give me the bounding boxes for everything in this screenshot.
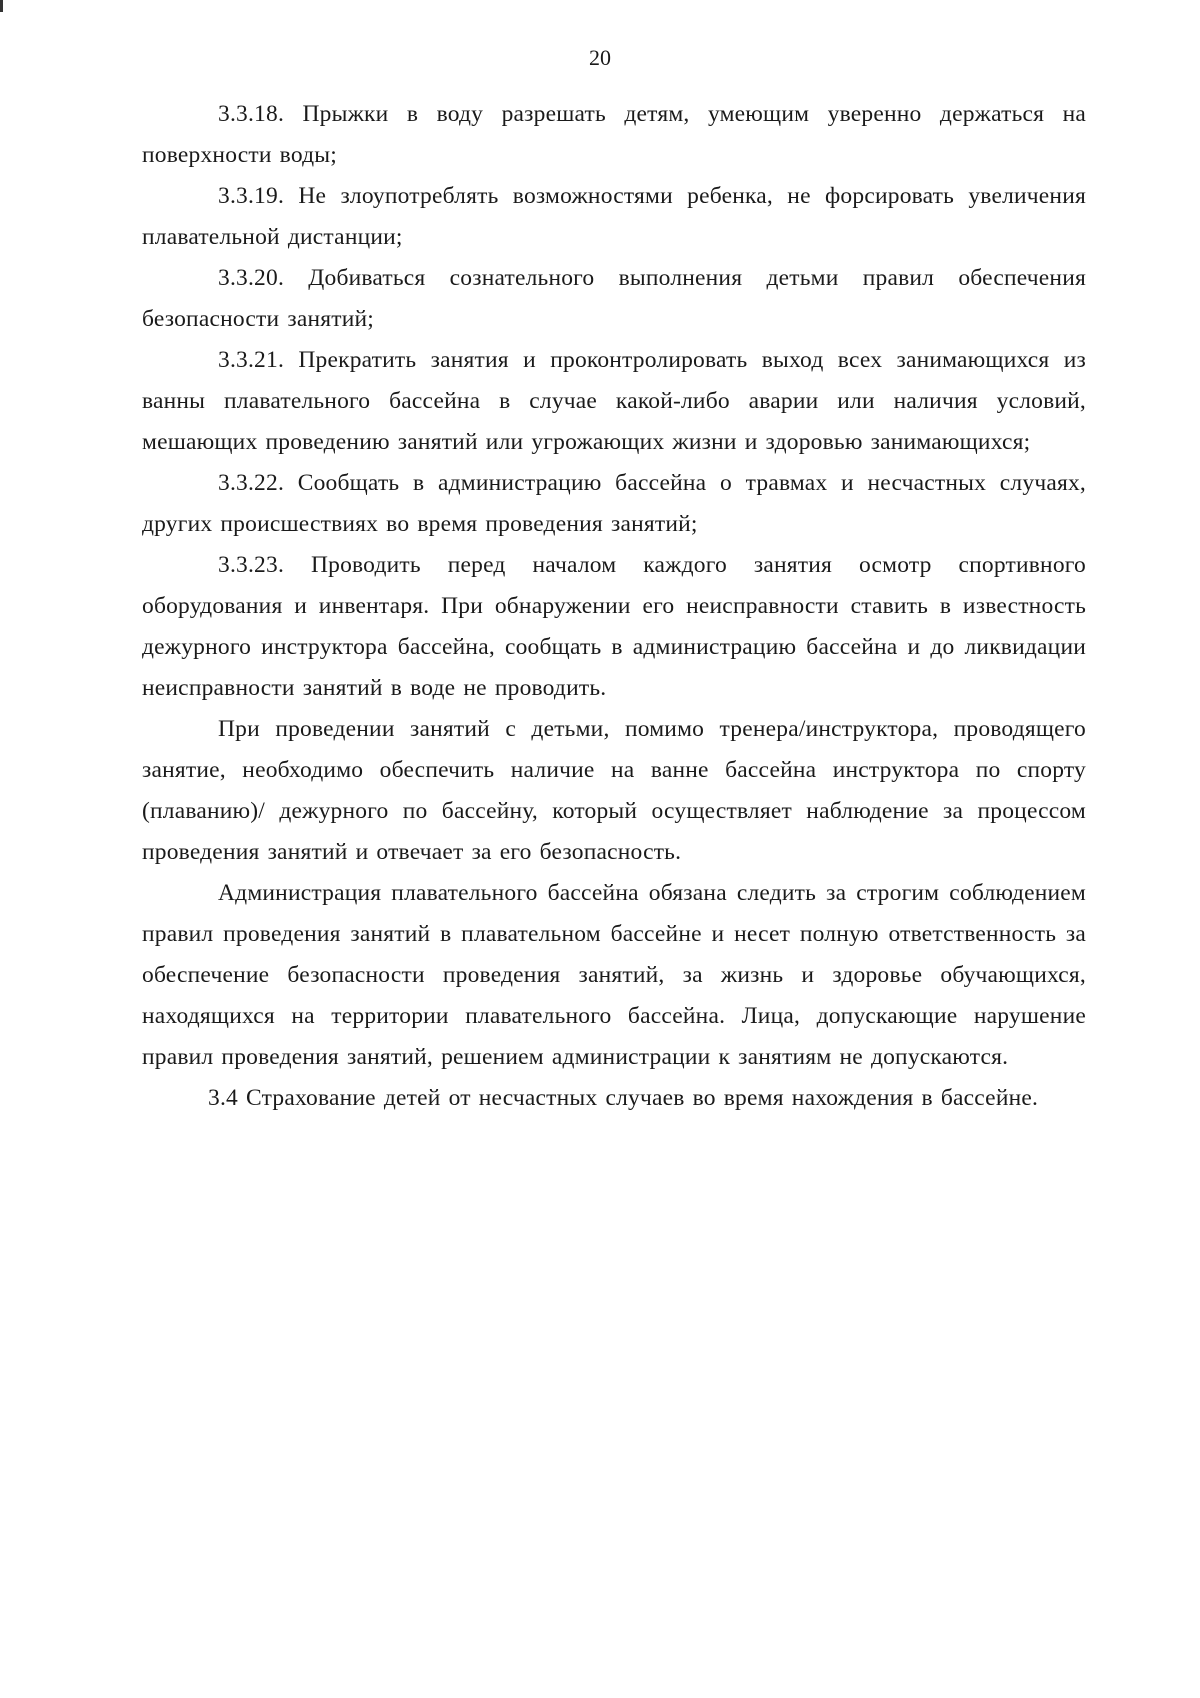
paragraph-3-3-20: 3.3.20. Добиваться сознательного выполнения детьми правил обеспечения безопасности занятий; bbox=[142, 265, 1086, 332]
paragraph-3-3-19: 3.3.19. Не злоупотреблять возможностями ребенка, не форсировать увеличения плавательной дистанции; bbox=[142, 183, 1086, 250]
paragraph-3-3-23: 3.3.23. Проводить перед началом каждого занятия осмотр спортивного оборудования и инвентаря. При обнаружении его неисправности ставить в известность дежурного инструктора бассейна, сообщать в администрацию бассейна и до ликвидации неисправности занятий в воде не проводить. bbox=[142, 552, 1086, 701]
page-number: 20 bbox=[589, 45, 611, 70]
paragraph-instructor-requirement: При проведении занятий с детьми, помимо тренера/инструктора, проводящего занятие, необходимо обеспечить наличие на ванне бассейна инструктора по спорту (плаванию)/ дежурного по бассейну, который осуществляет наблюдение за процессом проведения занятий и отвечает за его безопасность. bbox=[142, 716, 1086, 865]
paragraph-administration-duty: Администрация плавательного бассейна обязана следить за строгим соблюдением правил проведения занятий в плавательном бассейне и несет полную ответственность за обеспечение безопасности проведения занятий, за жизнь и здоровье обучающихся, находящихся на территории плавательного бассейна. Лица, допускающие нарушение правил проведения занятий, решением администрации к занятиям не допускаются. bbox=[142, 880, 1086, 1070]
paragraph-3-3-21: 3.3.21. Прекратить занятия и проконтролировать выход всех занимающихся из ванны плавательного бассейна в случае какой-либо аварии или наличия условий, мешающих проведению занятий или угрожающих жизни и здоровью занимающихся; bbox=[142, 347, 1086, 455]
paragraph-3-3-18: 3.3.18. Прыжки в воду разрешать детям, умеющим уверенно держаться на поверхности воды; bbox=[142, 101, 1086, 168]
document-body bbox=[142, 94, 1086, 1119]
paragraph-3-4-insurance: 3.4 Страхование детей от несчастных случаев во время нахождения в бассейне. bbox=[208, 1085, 1039, 1111]
paragraph-3-3-22: 3.3.22. Сообщать в администрацию бассейна о травмах и несчастных случаях, других происшествиях во время проведения занятий; bbox=[142, 470, 1086, 537]
scan-edge-mark bbox=[0, 0, 3, 12]
